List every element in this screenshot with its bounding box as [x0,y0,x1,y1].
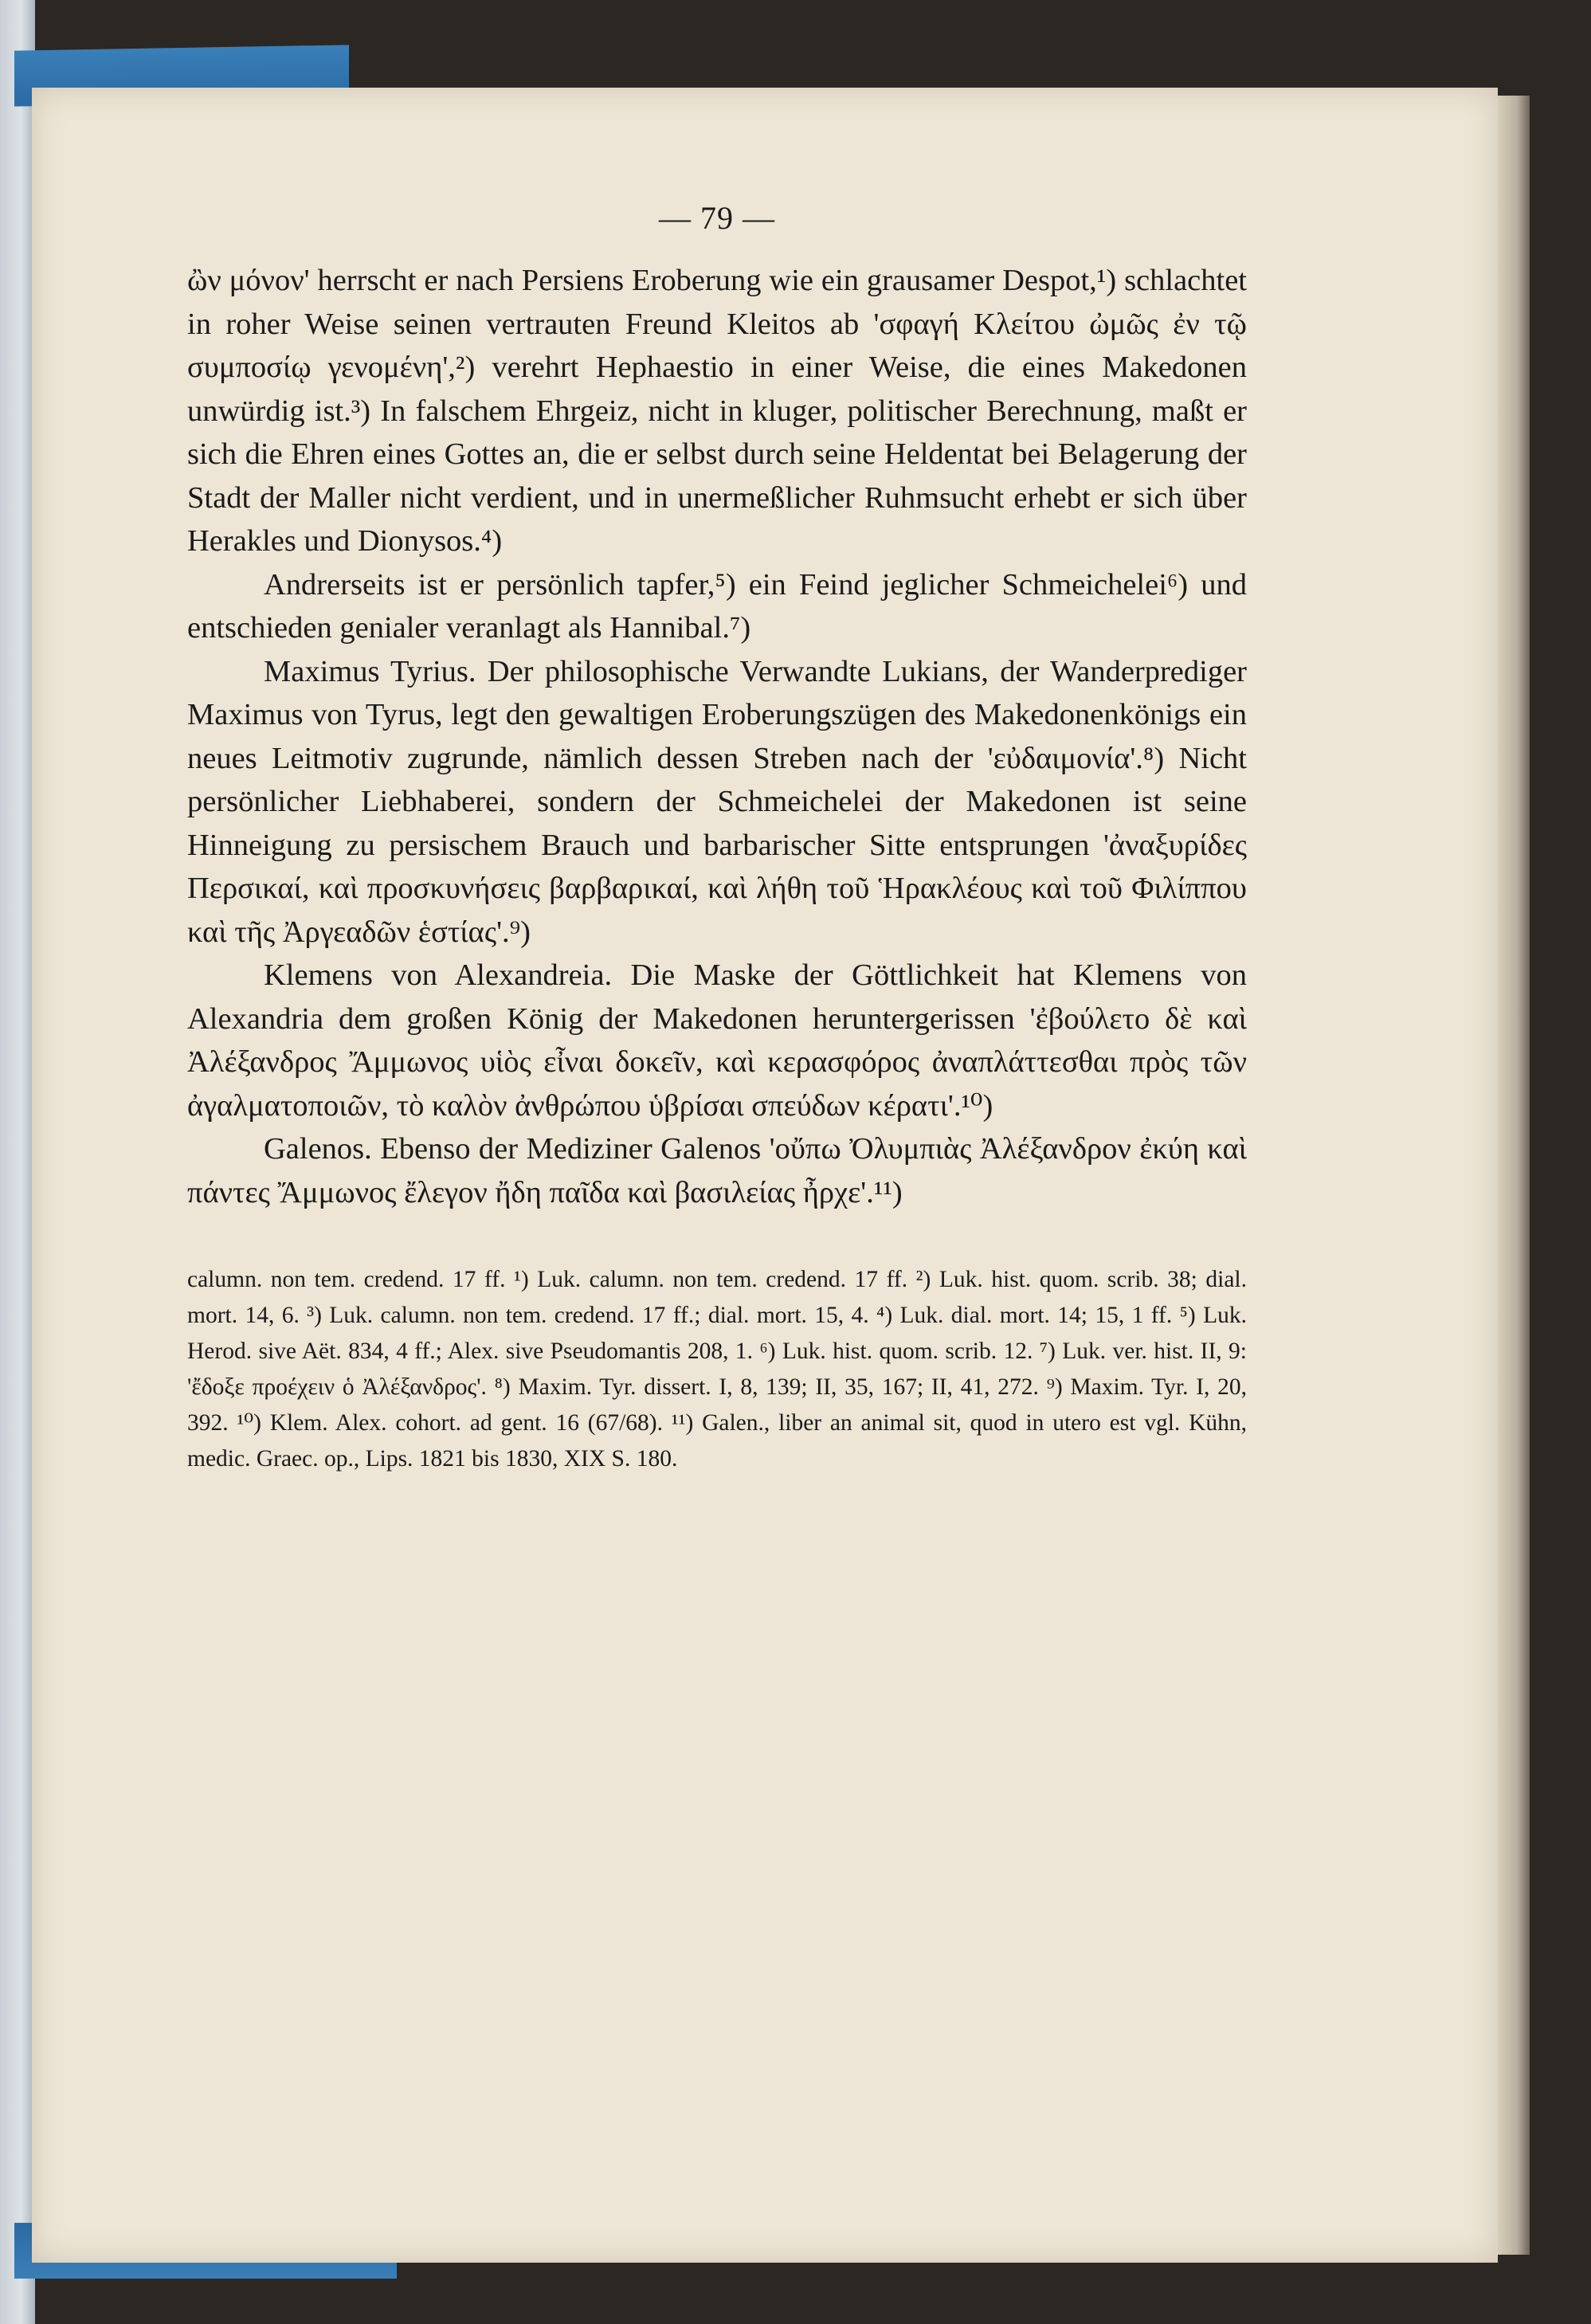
page-number: — 79 — [659,200,775,236]
paragraph-klemens: Klemens von Alexandreia. Die Maske der Göttlichkeit hat Klemens von Alexandria dem großen König der Makedonen heruntergerissen 'ἐβούλετο δὲ καὶ Ἀλέξανδρος Ἄμμωνος υἱὸς εἶναι δοκεῖν, καὶ κερασφόρος ἀναπλάττεσθαι πρὸς τῶν ἀγαλματοποιῶν, τὸ καλὸν ἀνθρώπου ὑβρίσαι σπεύδων κέρατι'.¹⁰) [187,958,1247,1123]
paragraph-galenos: Galenos. Ebenso der Mediziner Galenos 'οὔπω Ὀλυμπιὰς Ἀλέξανδρον ἐκύη καὶ πάντες Ἄμμωνος ἔλεγον ἤδη παῖδα καὶ βασιλείας ἦρχε'.¹¹) [187,1132,1247,1209]
paragraph-maximus: Maximus Tyrius. Der philosophische Verwandte Lukians, der Wanderprediger Maximus von Tyrus, legt den gewaltigen Eroberungszügen des Makedonenkönigs ein neues Leitmotiv zugrunde, nämlich dessen Streben nach der 'εὐδαιμονία'.⁸) Nicht persönlicher Liebhaberei, sondern der Schmeichelei der Makedonen ist seine Hinneigung zu persischem Brauch und barbarischer Sitte entsprungen 'ἀναξυρίδες Περσικαί, καὶ προσκυνήσεις βαρβαρικαί, καὶ λήθη τοῦ Ἡρακλέους καὶ τοῦ Φιλίππου καὶ τῆς Ἀργεαδῶν ἑστίας'.⁹) [187,654,1247,949]
book-cover-edge [0,0,35,2324]
footnotes: calumn. non tem. credend. 17 ff. ¹) Luk. calumn. non tem. credend. 17 ff. ²) Luk. hist. quom. scrib. 38; dial. mort. 14, 6. ³) Luk. calumn. non tem. credend. 17 ff.; dial. mort. 15, 4. ⁴) Luk. dial. mort. 14; 15, 1 ff. ⁵) Luk. Herod. sive Aët. 834, 4 ff.; Alex. sive Pseudomantis 208, 1. ⁶) Luk. hist. quom. scrib. 12. ⁷) Luk. ver. hist. II, 9: 'ἔδοξε προέχειν ὁ Ἀλέξανδρος'. ⁸) Maxim. Tyr. dissert. I, 8, 139; II, 35, 167; II, 41, 272. ⁹) Maxim. Tyr. I, 20, 392. ¹⁰) Klem. Alex. cohort. ad gent. 16 (67/68). ¹¹) Galen., liber an animal sit, quod in utero est vgl. Kühn, medic. Graec. op., Lips. 1821 bis 1830, XIX S. 180. [187,1267,1247,1472]
paragraph-2: Andrerseits ist er persönlich tapfer,⁵) ein Feind jeglicher Schmeichelei⁶) und entschieden genialer veranlagt als Hannibal.⁷) [187,567,1247,645]
page-content [187,199,1247,1477]
page-edge [1498,96,1530,2255]
paragraph-1: ὢν μόνον' herrscht er nach Persiens Eroberung wie ein grausamer Despot,¹) schlachtet in roher Weise seinen vertrauten Freund Kleitos ab 'σφαγή Κλείτου ὠμῶς ἐν τῷ συμποσίῳ γενομένη',²) verehrt Hephaestio in einer Weise, die eines Makedonen unwürdig ist.³) In falschem Ehrgeiz, nicht in kluger, politischer Berechnung, maßt er sich die Ehren eines Gottes an, die er selbst durch seine Heldentat bei Belagerung der Stadt der Maller nicht verdient, und in unermeßlicher Ruhmsucht erhebt er sich über Herakles und Dionysos.⁴) [187,264,1247,558]
